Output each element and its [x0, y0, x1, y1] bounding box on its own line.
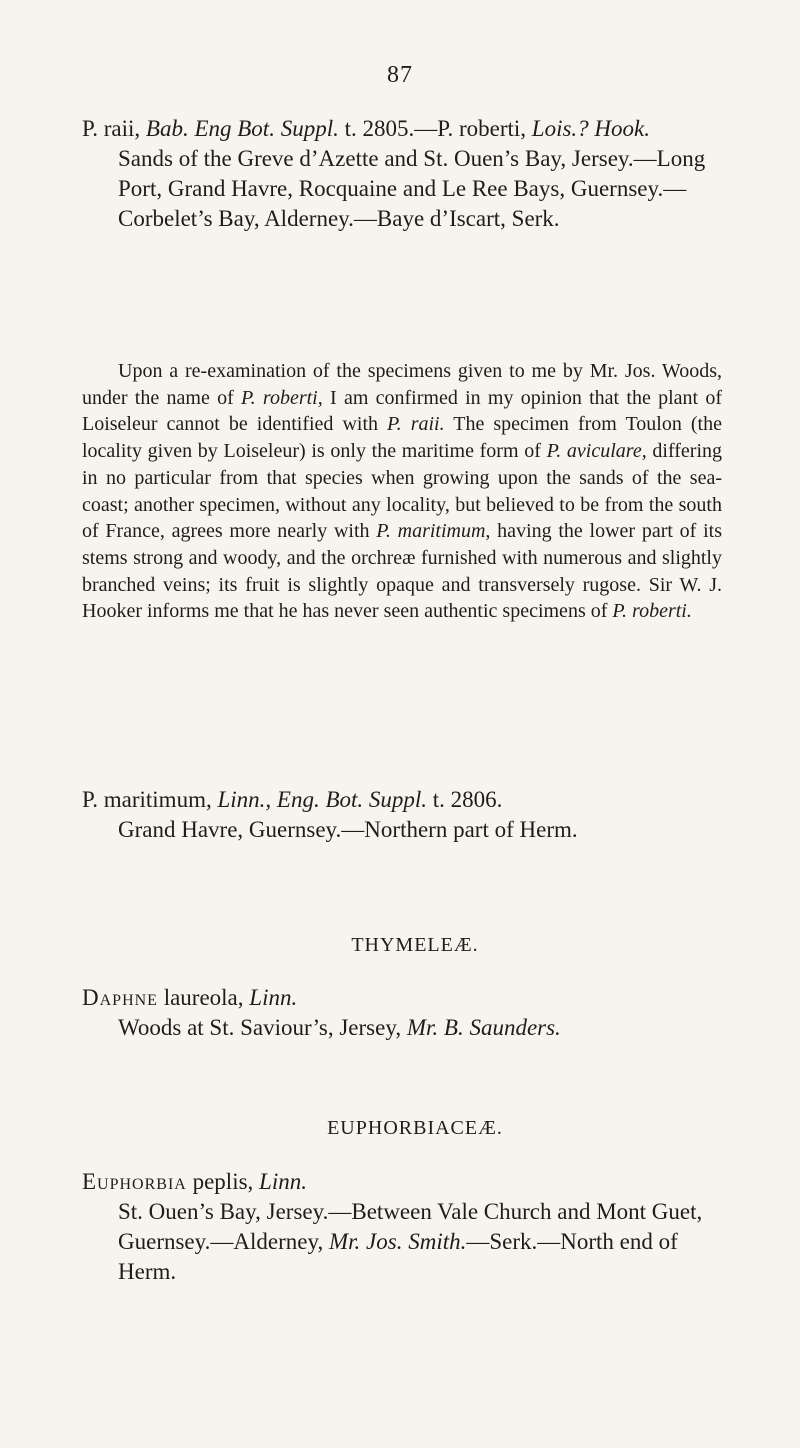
- localities: [82, 1197, 722, 1287]
- note-italic-name: P. raii.: [387, 413, 445, 436]
- note-paragraph: [82, 358, 722, 625]
- family-heading-euphorbiaceae: EUPHORBIACEÆ.: [327, 1117, 503, 1139]
- genus-name: P.: [82, 116, 98, 141]
- reference: Bab. Eng Bot. Suppl.: [145, 116, 339, 141]
- species-name: laureola,: [163, 985, 244, 1010]
- species-name: peplis,: [192, 1169, 254, 1194]
- genus-name: Euphorbia: [82, 1169, 187, 1194]
- page-number: 87: [387, 62, 413, 88]
- locality-text: Woods at St. Saviour’s, Jersey,: [118, 1015, 402, 1040]
- species-entry-euphorbia-peplis: [82, 1167, 722, 1287]
- species-entry-polygonum-maritimum: [82, 785, 722, 845]
- entry-heading: [82, 114, 722, 144]
- entry-heading: [82, 983, 722, 1013]
- genus-name: P.: [82, 787, 98, 812]
- note-text: I am confirmed in my opinion that the plant of Loiseleur cannot be identified with: [82, 386, 722, 436]
- species-entry-daphne-laureola: [82, 983, 722, 1043]
- reference-synonym: Lois.? Hook.: [531, 116, 650, 141]
- note-text: differing in no particular from that species when growing upon the sands of the sea-coast; another specimen, without any locality, but believed to be from the south of France, agrees more nearly with: [82, 440, 723, 543]
- locality-text: St. Ouen’s Bay, Jersey.—Between Vale Church and Mont Guet, Guernsey.—Alderney,: [118, 1199, 703, 1254]
- reference-plate: t. 2806.: [432, 787, 503, 812]
- reference: Linn., Eng. Bot. Suppl.: [217, 787, 428, 812]
- authority: Linn.: [249, 985, 298, 1010]
- locality-text: —Serk.—North end of Herm.: [118, 1229, 678, 1284]
- reference-plate: t. 2805.—P. roberti,: [344, 116, 527, 141]
- note-text: having the lower part of its stems strong and woody, and the orchreæ furnished with numerous and slightly branched veins; its fruit is slightly opaque and transversely rugose. Sir W. J. Hooker informs me that he has never seen authentic specimens of: [82, 520, 722, 623]
- localities: [82, 1013, 722, 1043]
- family-heading-thymeleae: THYMELEÆ.: [351, 934, 479, 956]
- note-text: Upon a re-examination of the specimens given to me by Mr. Jos. Woods, under the name of: [82, 360, 722, 409]
- species-name: raii,: [103, 116, 141, 141]
- collector: Mr. B. Saunders.: [406, 1015, 561, 1040]
- genus-name: Daphne: [82, 985, 158, 1010]
- note-italic-name: P. roberti.: [612, 600, 692, 623]
- collector: Mr. Jos. Smith.: [328, 1229, 467, 1254]
- note-italic-name: P. maritimum,: [376, 520, 491, 543]
- localities: Sands of the Greve d’Azette and St. Ouen’s Bay, Jersey.—Long Port, Grand Havre, Rocquaine and Le Ree Bays, Guernsey.—Corbelet’s Bay, Alderney.—Baye d’Iscart, Serk.: [118, 146, 706, 231]
- note-text: The specimen from Toulon (the locality given by Loiseleur) is only the maritime form of: [82, 413, 722, 463]
- note-italic-name: P. roberti,: [241, 386, 323, 409]
- species-entry-polygonum-raii: [82, 114, 722, 234]
- authority: Linn.: [259, 1169, 307, 1194]
- entry-heading: [82, 785, 722, 815]
- entry-heading: [82, 1167, 722, 1197]
- species-name: maritimum,: [103, 787, 212, 812]
- localities: Grand Havre, Guernsey.—Northern part of Herm.: [118, 817, 578, 842]
- note-italic-name: P. aviculare,: [546, 440, 647, 463]
